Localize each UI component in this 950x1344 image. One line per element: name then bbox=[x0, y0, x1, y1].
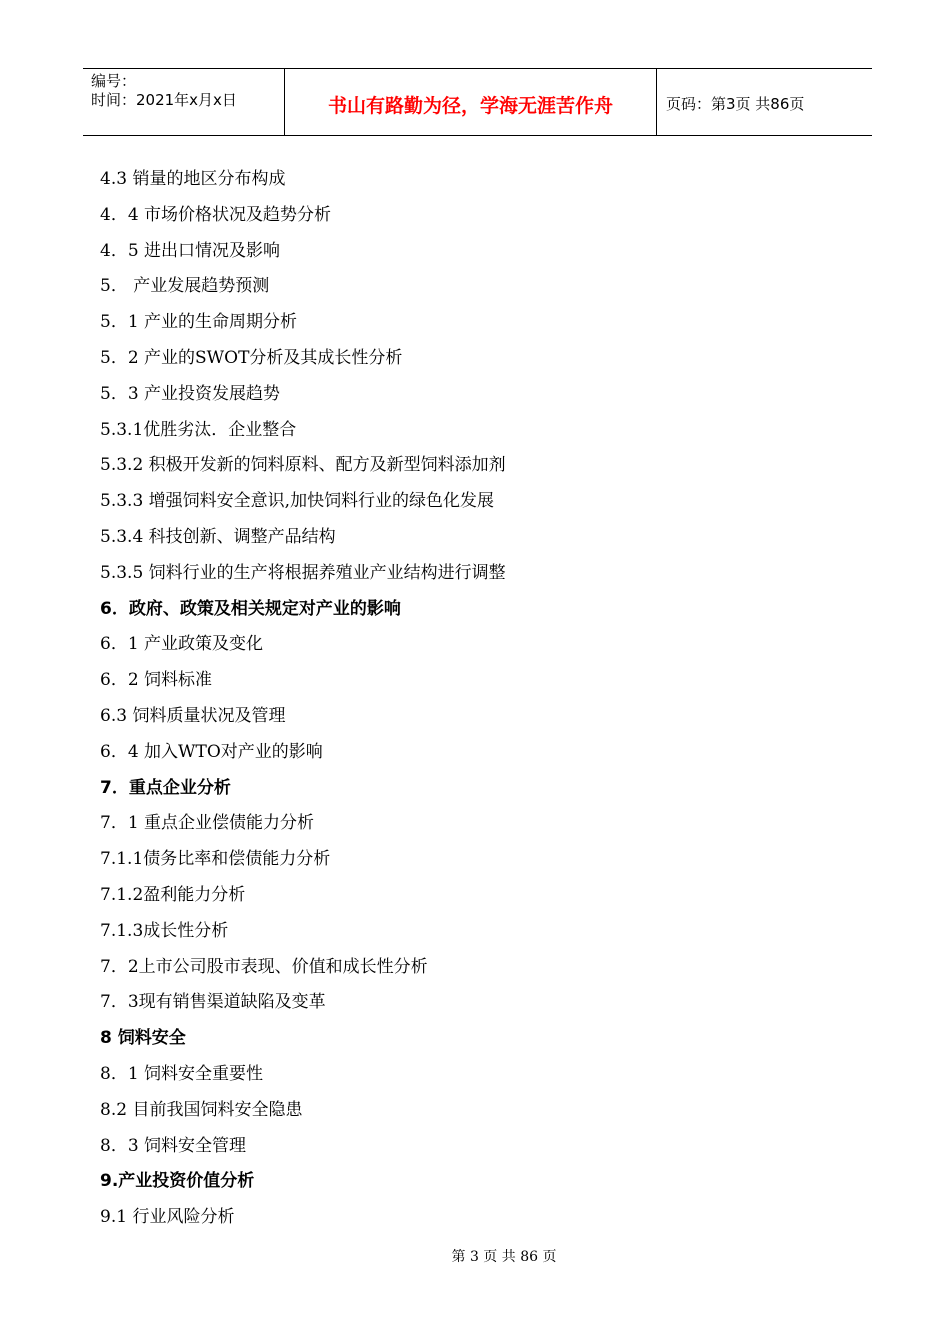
header-meta bbox=[83, 69, 284, 135]
toc-entry: 8.2 目前我国饲料安全隐患 bbox=[100, 1099, 303, 1120]
toc-entry: 6.3 饲料质量状况及管理 bbox=[100, 705, 286, 726]
toc-section-heading: 9.产业投资价值分析 bbox=[100, 1171, 255, 1192]
page-header bbox=[83, 68, 872, 136]
header-motto: 书山有路勤为径，学海无涯苦作舟 bbox=[284, 69, 657, 135]
toc-entry: 5.3.1优胜劣汰．企业整合 bbox=[100, 419, 297, 440]
toc-entry: 7.1.2盈利能力分析 bbox=[100, 884, 246, 905]
toc-entry: 4.3 销量的地区分布构成 bbox=[100, 169, 286, 189]
time-label: 时间：2021年x月x日 bbox=[91, 91, 237, 109]
toc-entry: 5.3.4 科技创新、调整产品结构 bbox=[100, 526, 336, 547]
toc-entry: 7．2上市公司股市表现、价值和成长性分析 bbox=[100, 956, 428, 977]
header-page-info: 页码：第3页 共86页 bbox=[666, 94, 805, 113]
toc-entry: 4．5 进出口情况及影响 bbox=[100, 240, 281, 261]
toc-entry: 5．1 产业的生命周期分析 bbox=[100, 312, 298, 333]
toc-entry: 6．4 加入WTO对产业的影响 bbox=[100, 741, 323, 762]
toc-entry: 5.3.3 增强饲料安全意识,加快饲料行业的绿色化发展 bbox=[100, 491, 495, 512]
number-label: 编号： bbox=[91, 72, 137, 90]
toc-entry: 7.1.1债务比率和偿债能力分析 bbox=[100, 849, 331, 870]
toc-entry: 8．3 饲料安全管理 bbox=[100, 1135, 247, 1156]
toc-entry: 7．3现有销售渠道缺陷及变革 bbox=[100, 992, 326, 1013]
toc-section-heading: 8 饲料安全 bbox=[100, 1028, 186, 1049]
toc-entry: 6．2 饲料标准 bbox=[100, 670, 213, 691]
table-of-contents bbox=[100, 162, 860, 1236]
toc-entry: 5.3.2 积极开发新的饲料原料、配方及新型饲料添加剂 bbox=[100, 455, 506, 476]
toc-entry: 7．1 重点企业偿债能力分析 bbox=[100, 813, 315, 834]
toc-entry: 5．2 产业的SWOT分析及其成长性分析 bbox=[100, 347, 403, 368]
page-footer: 第 3 页 共 86 页 bbox=[451, 1249, 557, 1265]
toc-entry: 5．3 产业投资发展趋势 bbox=[100, 383, 281, 404]
toc-section-heading: 7．重点企业分析 bbox=[100, 777, 231, 798]
toc-entry: 7.1.3成长性分析 bbox=[100, 920, 229, 941]
toc-entry: 5． 产业发展趋势预测 bbox=[100, 276, 270, 297]
toc-entry: 6．1 产业政策及变化 bbox=[100, 634, 264, 655]
toc-entry: 5.3.5 饲料行业的生产将根据养殖业产业结构进行调整 bbox=[100, 562, 506, 583]
toc-entry: 9.1 行业风险分析 bbox=[100, 1207, 235, 1228]
toc-section-heading: 6．政府、政策及相关规定对产业的影响 bbox=[100, 598, 401, 619]
toc-entry: 4．4 市场价格状况及趋势分析 bbox=[100, 204, 332, 225]
toc-entry: 8．1 饲料安全重要性 bbox=[100, 1063, 264, 1084]
